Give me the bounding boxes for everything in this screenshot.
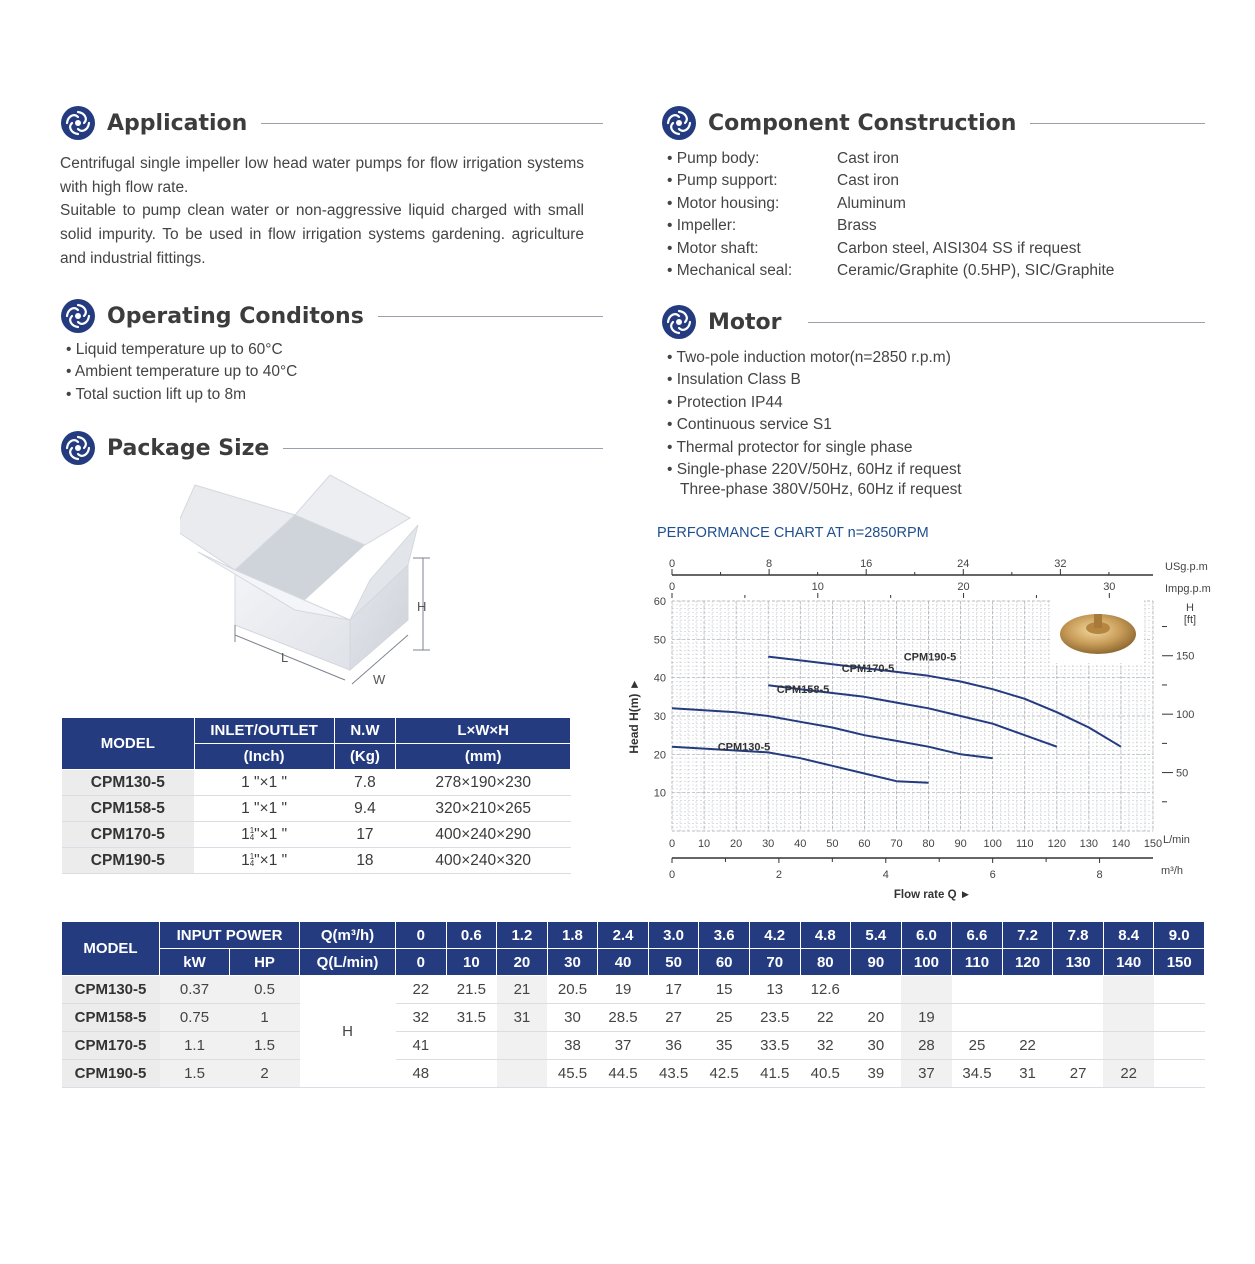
brand-logo-icon <box>60 298 96 334</box>
list-item <box>667 240 1114 262</box>
head-value-cell <box>901 976 952 1004</box>
head-value-cell: 27 <box>648 1004 699 1032</box>
inlet-rest: "×1 " <box>254 825 288 843</box>
x-tick-label: 110 <box>1015 838 1034 850</box>
col-header-flow-m3h: 4.8 <box>800 922 851 949</box>
inlet-cell <box>194 822 334 848</box>
dims-cell: 400×240×320 <box>396 848 571 874</box>
package-heading <box>60 430 603 466</box>
x-tick-label: 40 <box>794 838 807 850</box>
usgpm-tick-label: 16 <box>860 558 873 570</box>
col-header-flow-m3h: 5.4 <box>851 922 902 949</box>
head-value-cell <box>1103 976 1154 1004</box>
list-item: • Total suction lift up to 8m <box>66 384 297 406</box>
operating-title: Operating Conditons <box>107 303 364 329</box>
head-value-cell: 31 <box>497 1004 548 1032</box>
brand-logo-icon <box>661 304 697 340</box>
impgpm-tick-label: 10 <box>811 581 824 593</box>
head-value-cell: 41.5 <box>749 1060 800 1088</box>
col-header-flow-m3h: 8.4 <box>1103 922 1154 949</box>
component-key: • Motor housing: <box>667 195 837 217</box>
inlet-whole: 1 <box>241 825 250 843</box>
fraction-numerator: 1 <box>249 852 255 862</box>
component-key: • Mechanical seal: <box>667 262 837 284</box>
hp-cell: 1.5 <box>230 1032 300 1060</box>
y-tick-label: 30 <box>653 711 666 723</box>
component-heading <box>661 105 1205 141</box>
col-header-flow-m3h: 7.8 <box>1053 922 1104 949</box>
dim-label-h: H <box>417 599 427 614</box>
col-header-flow-lmin: 60 <box>699 949 750 976</box>
table-row <box>62 1060 1205 1088</box>
fraction-denominator: 4 <box>249 859 255 869</box>
hp-cell: 2 <box>230 1060 300 1088</box>
head-value-cell: 30 <box>547 1004 598 1032</box>
y-tick-label: 40 <box>653 672 666 685</box>
col-header-flow-lmin: 140 <box>1103 949 1154 976</box>
col-header-flow-lmin: 120 <box>1002 949 1053 976</box>
col-header-q-lmin: Q(L/min) <box>300 949 396 976</box>
heading-rule <box>1030 123 1205 124</box>
x-tick-label: 0 <box>668 838 676 850</box>
operating-list <box>66 339 297 406</box>
table-row <box>62 770 571 796</box>
head-value-cell <box>1002 1004 1053 1032</box>
ft-axis-label-h: H <box>1186 602 1194 614</box>
model-cell: CPM190-5 <box>62 1060 160 1088</box>
head-value-cell <box>851 976 902 1004</box>
fraction-numerator: 1 <box>249 826 255 836</box>
head-value-cell: 21 <box>497 976 548 1004</box>
heading-rule <box>261 123 603 124</box>
col-header-flow-lmin: 0 <box>396 949 447 976</box>
dims-cell: 278×190×230 <box>396 770 571 796</box>
table-row <box>62 822 571 848</box>
col-header-hp: HP <box>230 949 300 976</box>
kw-cell: 0.37 <box>160 976 230 1004</box>
list-item: • Liquid temperature up to 60°C <box>66 339 297 361</box>
head-value-cell: 27 <box>1053 1060 1104 1088</box>
head-value-cell <box>497 1032 548 1060</box>
head-value-cell: 37 <box>598 1032 649 1060</box>
list-item <box>667 150 1114 172</box>
curve-label: CPM130-5 <box>717 741 771 754</box>
model-cell: CPM130-5 <box>62 770 195 796</box>
list-item: • Single-phase 220V/50Hz, 60Hz if request <box>667 459 961 481</box>
head-value-cell <box>1002 976 1053 1004</box>
head-value-cell: 21.5 <box>446 976 497 1004</box>
x-tick-label: 70 <box>890 838 903 850</box>
performance-table <box>61 921 1205 1088</box>
head-value-cell <box>1053 976 1104 1004</box>
x-tick-label: 130 <box>1079 838 1099 850</box>
curve-label: CPM170-5 <box>841 662 895 675</box>
usgpm-tick-label: 32 <box>1054 558 1067 570</box>
brand-logo-icon <box>661 105 697 141</box>
col-header-flow-m3h: 3.6 <box>699 922 750 949</box>
col-header-flow-m3h: 1.2 <box>497 922 548 949</box>
head-value-cell: 22 <box>1103 1060 1154 1088</box>
inlet-cell <box>194 848 334 874</box>
y-axis-label: Head H(m) ► <box>627 678 641 754</box>
head-value-cell: 40.5 <box>800 1060 851 1088</box>
component-list <box>667 150 1114 284</box>
col-header-flow-lmin: 50 <box>648 949 699 976</box>
head-value-cell <box>1154 976 1205 1004</box>
head-value-cell: 22 <box>800 1004 851 1032</box>
heading-rule <box>378 316 603 317</box>
inlet-whole: 1 <box>241 851 250 869</box>
head-value-cell: 42.5 <box>699 1060 750 1088</box>
col-header-flow-m3h: 6.0 <box>901 922 952 949</box>
head-value-cell: 37 <box>901 1060 952 1088</box>
ft-axis-label-unit: [ft] <box>1183 614 1197 626</box>
impeller-image <box>1052 598 1144 663</box>
col-header-flow-lmin: 100 <box>901 949 952 976</box>
x-tick-label: 60 <box>858 838 871 850</box>
list-item: • Continuous service S1 <box>667 414 961 436</box>
head-value-cell: 17 <box>648 976 699 1004</box>
col-header-flow-m3h: 6.6 <box>952 922 1003 949</box>
head-value-cell: 43.5 <box>648 1060 699 1088</box>
list-item <box>667 195 1114 217</box>
col-header-flow-m3h: 7.2 <box>1002 922 1053 949</box>
package-box-illustration <box>180 470 450 695</box>
head-value-cell <box>1154 1032 1205 1060</box>
y-tick-label: 10 <box>653 787 666 800</box>
component-title: Component Construction <box>708 110 1017 136</box>
table-row <box>62 796 571 822</box>
brand-logo-icon <box>60 430 96 466</box>
col-header-nw: N.W <box>334 718 396 744</box>
col-header-flow-m3h: 0 <box>396 922 447 949</box>
col-header-flow-m3h: 3.0 <box>648 922 699 949</box>
head-value-cell <box>1103 1004 1154 1032</box>
col-header-model: MODEL <box>62 922 160 976</box>
motor-heading <box>661 304 1205 340</box>
head-value-cell: 22 <box>1002 1032 1053 1060</box>
impgpm-tick-label: 0 <box>668 581 676 593</box>
application-paragraph-1: Centrifugal single impeller low head water pumps for flow irrigation systems with high flow rate. <box>60 155 584 196</box>
head-value-cell: 12.6 <box>800 976 851 1004</box>
col-header-model: MODEL <box>62 718 195 770</box>
head-value-cell <box>1154 1004 1205 1032</box>
x-tick-label: 90 <box>954 838 967 850</box>
col-header-dims-unit: (mm) <box>396 744 571 770</box>
curve-label: CPM158-5 <box>776 684 830 696</box>
component-key: • Impeller: <box>667 217 837 239</box>
col-header-dims: L×W×H <box>396 718 571 744</box>
usgpm-tick-label: 0 <box>668 558 676 570</box>
nw-cell: 9.4 <box>334 796 396 822</box>
head-value-cell <box>446 1060 497 1088</box>
head-value-cell: 31 <box>1002 1060 1053 1088</box>
y-tick-label: 20 <box>653 749 666 762</box>
col-header-flow-lmin: 70 <box>749 949 800 976</box>
ft-tick-label: 100 <box>1176 709 1195 722</box>
head-value-cell: 45.5 <box>547 1060 598 1088</box>
x-tick-label: 20 <box>730 838 743 850</box>
head-value-cell: 30 <box>851 1032 902 1060</box>
kw-cell: 0.75 <box>160 1004 230 1032</box>
head-value-cell: 23.5 <box>749 1004 800 1032</box>
curve-label: CPM190-5 <box>903 651 957 664</box>
kw-cell: 1.5 <box>160 1060 230 1088</box>
fraction-denominator: 4 <box>249 833 255 843</box>
head-value-cell: 32 <box>800 1032 851 1060</box>
m3h-tick-label: 0 <box>668 869 676 881</box>
col-header-flow-lmin: 20 <box>497 949 548 976</box>
ft-tick-label: 50 <box>1176 767 1189 780</box>
list-item <box>667 172 1114 194</box>
component-key: • Pump support: <box>667 172 837 194</box>
head-value-cell: 31.5 <box>446 1004 497 1032</box>
col-header-flow-lmin: 110 <box>952 949 1003 976</box>
col-header-flow-m3h: 2.4 <box>598 922 649 949</box>
head-value-cell: 32 <box>396 1004 447 1032</box>
col-header-nw-unit: (Kg) <box>334 744 396 770</box>
col-header-flow-m3h: 9.0 <box>1154 922 1205 949</box>
head-value-cell: 33.5 <box>749 1032 800 1060</box>
col-header-inlet-unit: (Inch) <box>194 744 334 770</box>
head-value-cell <box>952 1004 1003 1032</box>
application-text <box>60 152 584 271</box>
model-cell: CPM158-5 <box>62 796 195 822</box>
head-value-cell <box>1053 1032 1104 1060</box>
head-value-cell <box>497 1060 548 1088</box>
head-value-cell: 35 <box>699 1032 750 1060</box>
head-value-cell: 41 <box>396 1032 447 1060</box>
package-title: Package Size <box>107 435 270 461</box>
chart-title: PERFORMANCE CHART AT n=2850RPM <box>657 525 929 541</box>
head-value-cell: 36 <box>648 1032 699 1060</box>
x-tick-label: 150 <box>1143 838 1163 850</box>
head-value-cell: 38 <box>547 1032 598 1060</box>
impgpm-tick-label: 20 <box>957 581 970 593</box>
usgpm-tick-label: 8 <box>766 558 773 570</box>
nw-cell: 7.8 <box>334 770 396 796</box>
x-unit-label: L/min <box>1163 834 1190 846</box>
head-value-cell: 28 <box>901 1032 952 1060</box>
motor-title: Motor <box>708 309 782 335</box>
component-value: Carbon steel, AISI304 SS if request <box>837 239 1081 257</box>
usgpm-unit-label: USg.p.m <box>1165 561 1208 573</box>
performance-chart <box>620 548 1220 908</box>
impgpm-tick-label: 30 <box>1103 581 1116 593</box>
application-heading <box>60 105 603 141</box>
head-value-cell <box>1103 1032 1154 1060</box>
inlet-cell: 1 "×1 " <box>194 796 334 822</box>
model-cell: CPM158-5 <box>62 1004 160 1032</box>
list-item <box>667 217 1114 239</box>
motor-extra-line: Three-phase 380V/50Hz, 60Hz if request <box>680 481 962 498</box>
head-value-cell <box>1154 1060 1205 1088</box>
col-header-flow-lmin: 150 <box>1154 949 1205 976</box>
col-header-flow-m3h: 0.6 <box>446 922 497 949</box>
list-item <box>667 262 1114 284</box>
head-label-cell: H <box>300 976 396 1088</box>
head-value-cell: 20 <box>851 1004 902 1032</box>
head-value-cell: 22 <box>396 976 447 1004</box>
model-cell: CPM170-5 <box>62 1032 160 1060</box>
list-item: • Thermal protector for single phase <box>667 437 961 459</box>
hp-cell: 1 <box>230 1004 300 1032</box>
table-row <box>62 1004 1205 1032</box>
head-value-cell: 25 <box>952 1032 1003 1060</box>
col-header-kw: kW <box>160 949 230 976</box>
heading-rule <box>808 322 1206 323</box>
operating-heading <box>60 298 603 334</box>
x-axis-label: Flow rate Q ► <box>893 889 972 901</box>
m3h-tick-label: 8 <box>1096 869 1103 881</box>
table-row <box>62 848 571 874</box>
m3h-unit-label: m³/h <box>1161 865 1183 877</box>
component-value: Aluminum <box>837 194 906 212</box>
head-value-cell: 25 <box>699 1004 750 1032</box>
col-header-flow-lmin: 80 <box>800 949 851 976</box>
head-value-cell <box>952 976 1003 1004</box>
head-value-cell <box>446 1032 497 1060</box>
ft-tick-label: 150 <box>1176 650 1195 663</box>
component-value: Cast iron <box>837 150 900 167</box>
inlet-cell: 1 "×1 " <box>194 770 334 796</box>
x-tick-label: 80 <box>922 838 935 850</box>
head-value-cell: 19 <box>901 1004 952 1032</box>
x-tick-label: 10 <box>697 838 711 850</box>
list-item: • Ambient temperature up to 40°C <box>66 361 297 383</box>
head-value-cell: 28.5 <box>598 1004 649 1032</box>
list-item: • Insulation Class B <box>667 369 961 391</box>
dims-cell: 320×210×265 <box>396 796 571 822</box>
package-size-table <box>61 717 571 874</box>
list-item: • Protection IP44 <box>667 392 961 414</box>
model-cell: CPM130-5 <box>62 976 160 1004</box>
col-header-flow-lmin: 130 <box>1053 949 1104 976</box>
col-header-flow-m3h: 1.8 <box>547 922 598 949</box>
head-value-cell: 39 <box>851 1060 902 1088</box>
list-item: • Two-pole induction motor(n=2850 r.p.m) <box>667 347 961 369</box>
nw-cell: 17 <box>334 822 396 848</box>
x-tick-label: 140 <box>1111 838 1131 850</box>
m3h-tick-label: 4 <box>882 869 889 881</box>
col-header-flow-lmin: 90 <box>851 949 902 976</box>
head-value-cell: 20.5 <box>547 976 598 1004</box>
dim-label-l: L <box>281 650 289 665</box>
y-tick-label: 60 <box>653 596 666 608</box>
table-row <box>62 976 1205 1004</box>
application-paragraph-2: Suitable to pump clean water or non-aggressive liquid charged with small solid impurity. To be used in flow irrigation systems gardening. agriculture and industrial fittings. <box>60 202 584 267</box>
head-value-cell <box>1053 1004 1104 1032</box>
nw-cell: 18 <box>334 848 396 874</box>
col-header-flow-lmin: 40 <box>598 949 649 976</box>
component-key: • Motor shaft: <box>667 240 837 262</box>
y-tick-label: 50 <box>653 634 666 647</box>
usgpm-tick-label: 24 <box>957 558 970 570</box>
application-title: Application <box>107 110 248 136</box>
brand-logo-icon <box>60 105 96 141</box>
component-value: Brass <box>837 217 877 235</box>
motor-list <box>667 347 961 481</box>
head-value-cell: 15 <box>699 976 750 1004</box>
hp-cell: 0.5 <box>230 976 300 1004</box>
dim-label-w: W <box>373 672 386 687</box>
impgpm-unit-label: Impg.p.m <box>1165 583 1211 595</box>
x-tick-label: 30 <box>762 838 775 850</box>
inlet-rest: "×1 " <box>254 851 288 869</box>
component-value: Cast iron <box>837 172 900 190</box>
x-tick-label: 50 <box>826 838 839 850</box>
head-value-cell: 44.5 <box>598 1060 649 1088</box>
col-header-q-m3h: Q(m³/h) <box>300 922 396 949</box>
component-key: • Pump body: <box>667 150 837 172</box>
table-row <box>62 1032 1205 1060</box>
col-header-input-power: INPUT POWER <box>160 922 300 949</box>
head-value-cell: 13 <box>749 976 800 1004</box>
model-cell: CPM190-5 <box>62 848 195 874</box>
head-value-cell: 34.5 <box>952 1060 1003 1088</box>
x-tick-label: 100 <box>983 838 1002 850</box>
col-header-flow-lmin: 10 <box>446 949 497 976</box>
col-header-inlet: INLET/OUTLET <box>194 718 334 744</box>
head-value-cell: 48 <box>396 1060 447 1088</box>
col-header-flow-lmin: 30 <box>547 949 598 976</box>
kw-cell: 1.1 <box>160 1032 230 1060</box>
dims-cell: 400×240×290 <box>396 822 571 848</box>
x-tick-label: 120 <box>1047 838 1066 850</box>
head-value-cell: 19 <box>598 976 649 1004</box>
heading-rule <box>283 448 603 449</box>
model-cell: CPM170-5 <box>62 822 195 848</box>
m3h-tick-label: 2 <box>775 869 782 881</box>
m3h-tick-label: 6 <box>989 869 996 881</box>
component-value: Ceramic/Graphite (0.5HP), SIC/Graphite <box>837 261 1115 279</box>
col-header-flow-m3h: 4.2 <box>749 922 800 949</box>
